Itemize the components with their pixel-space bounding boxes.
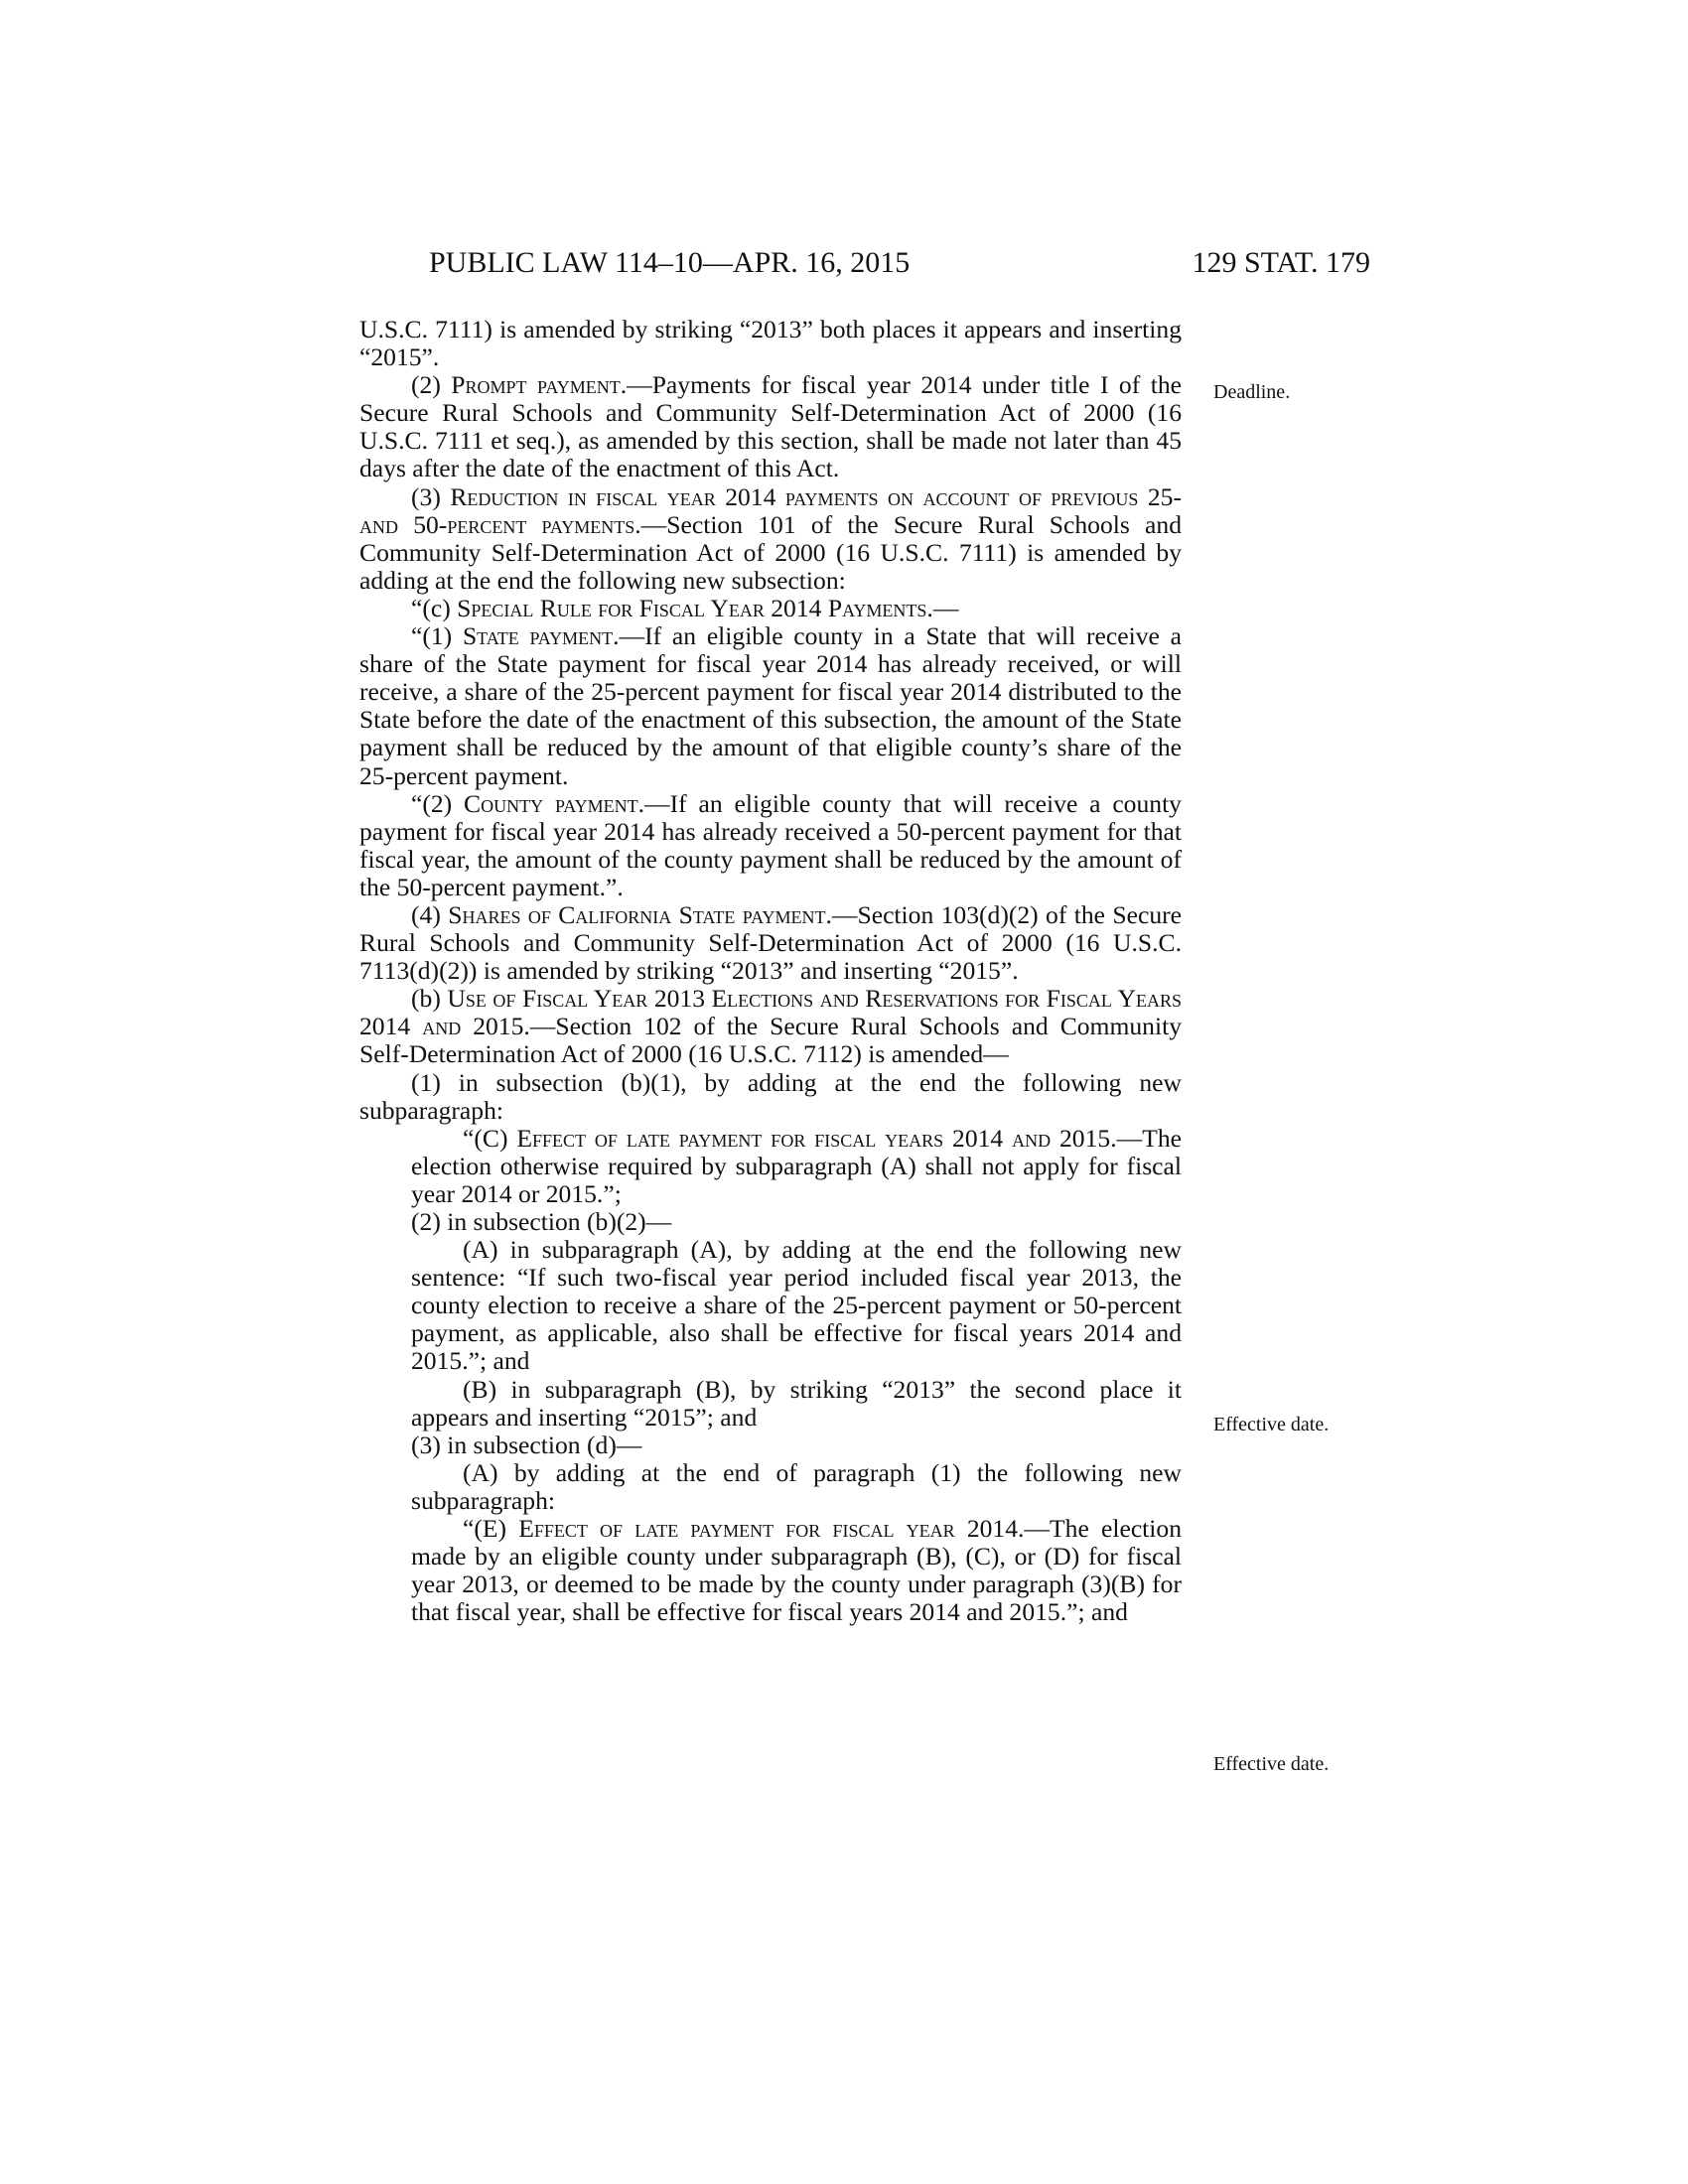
paragraph: “(E) Effect of late payment for fiscal year 2014.—The election made by an eligible county under subparagraph (B), (C), or (D) for fiscal year 2013, or deemed to be made by the county under paragraph (3)(B) for that fiscal year, shall be effective for fiscal years 2014 and 2015.”; and <box>411 1514 1182 1627</box>
paragraph: (2) Prompt payment.—Payments for fiscal year 2014 under title I of the Secure Rural Schools and Community Self-Determination Act of 2000 (16 U.S.C. 7111 et seq.), as amended by this section, shall be made not later than 45 days after the date of the enactment of this Act. <box>359 370 1182 483</box>
paragraph: (4) Shares of California State payment.—Section 103(d)(2) of the Secure Rural Schools and Community Self-Determination Act of 2000 (16 U.S.C. 7113(d)(2)) is amended by striking “2013” and inserting “2015”. <box>359 899 1182 986</box>
paragraph: (3) Reduction in fiscal year 2014 payments on account of previous 25- and 50-percent payments.—Section 101 of the Secure Rural Schools and Community Self-Determination Act of 2000 (16 U.S.C. 7111) is amended by adding at the end the following new subsection: <box>359 481 1182 595</box>
paragraph: (2) in subsection (b)(2)— <box>411 1207 672 1236</box>
margin-note-effective-date: Effective date. <box>1213 1414 1330 1435</box>
paragraph: (A) by adding at the end of paragraph (1) the following new subparagraph: <box>411 1457 1182 1515</box>
paragraph: (A) in subparagraph (A), by adding at the end the following new sentence: “If such two-fiscal year period included fiscal year 2013, the county election to receive a share of the 25-percent payment or 50-percent payment, as applicable, also shall be effective for fiscal years 2014 and 2015.”; and <box>411 1235 1182 1376</box>
paragraph: (B) in subparagraph (B), by striking “2013” the second place it appears and inserting “2015”; and <box>411 1374 1182 1432</box>
paragraph: (3) in subsection (d)— <box>411 1430 642 1459</box>
page-header <box>429 246 1370 290</box>
paragraph: “(1) State payment.—If an eligible county in a State that will receive a share of the State payment for fiscal year 2014 has already received, or will receive, a share of the 25-percent payment for fiscal year 2014 distributed to the State before the date of the enactment of this subsection, the amount of the State payment shall be reduced by the amount of that eligible county’s share of the 25-percent payment. <box>359 621 1182 790</box>
paragraph: “(2) County payment.—If an eligible county that will receive a county payment for fiscal year 2014 has already received a 50-percent payment for that fiscal year, the amount of the county payment shall be reduced by the amount of the 50-percent payment.”. <box>359 788 1182 901</box>
margin-note-effective-date: Effective date. <box>1213 1753 1330 1775</box>
paragraph: (1) in subsection (b)(1), by adding at the end the following new subparagraph: <box>359 1067 1182 1125</box>
paragraph: “(c) Special Rule for Fiscal Year 2014 Payments.— <box>411 593 959 622</box>
header-page-number: 129 STAT. 179 <box>1192 246 1370 279</box>
paragraph: “(C) Effect of late payment for fiscal years 2014 and 2015.—The election otherwise required by subparagraph (A) shall not apply for fiscal year 2014 or 2015.”; <box>411 1123 1182 1208</box>
document-body <box>359 316 1182 1626</box>
header-title: PUBLIC LAW 114–10—APR. 16, 2015 <box>429 246 911 279</box>
paragraph: (b) Use of Fiscal Year 2013 Elections and Reservations for Fiscal Years 2014 and 2015.—Section 102 of the Secure Rural Schools and Community Self-Determination Act of 2000 (16 U.S.C. 7112) is amended— <box>359 984 1182 1069</box>
margin-note-deadline: Deadline. <box>1213 381 1291 403</box>
paragraph: U.S.C. 7111) is amended by striking “2013” both places it appears and inserting “2015”. <box>359 315 1182 372</box>
